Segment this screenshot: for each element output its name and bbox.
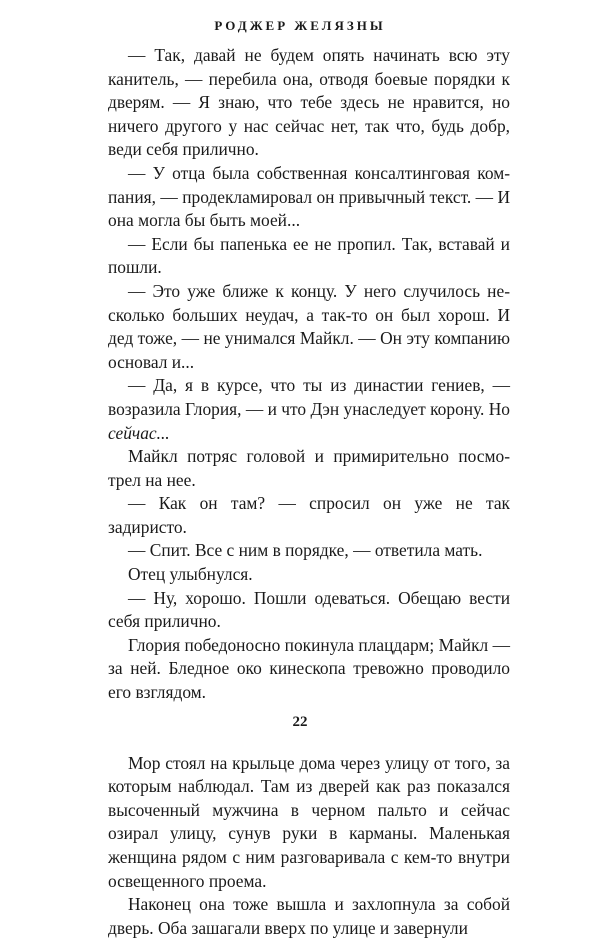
paragraph: — Если бы папенька ее не пропил. Так, вставай и пошли. xyxy=(108,233,510,278)
page-number: 22 xyxy=(292,714,308,730)
paragraph: Отец улыбнулся. xyxy=(128,564,253,585)
paragraph: — Спит. Все с ним в порядке, — ответила мать. xyxy=(128,540,483,561)
paragraph: — Ну, хорошо. Пошли одеваться. Обещаю вести себя прилично. xyxy=(108,587,510,632)
paragraph: Майкл потряс головой и примирительно посмотрел на нее. xyxy=(108,446,510,490)
paragraph: Мор стоял на крыльце дома через улицу от того, за которым наблюдал. Там из дверей как раз показался высоченный мужчина в черном пальто и сейчас озирал улицу, сунув руки в карманы. Маленькая женщина рядом с ним разговаривала с кем-то внутри освещенного проема. xyxy=(108,752,510,891)
paragraph xyxy=(108,374,510,445)
paragraph: — Так, давай не будем опять начинать всю эту канитель, — перебила она, отводя боевые порядки к дверям. — Я знаю, что тебе здесь не нравится, но ничего другого у нас сейчас нет, так что, будь добр, веди себя прилично. xyxy=(108,45,510,160)
paragraph: — У отца была собственная консалтинговая компания, — продекламировал он привычный текст. — И она могла бы быть моей... xyxy=(108,162,510,231)
italic-emphasis: сейчас... xyxy=(108,422,170,443)
paragraph: — Это уже ближе к концу. У него случилось несколько больших неудач, а так-то он был хорош. И дед тоже, — не унимался Майкл. — Он эту компанию основал и... xyxy=(108,280,510,372)
body-text xyxy=(108,44,510,940)
paragraph: Наконец она тоже вышла и захлопнула за собой дверь. Оба зашагали вверх по улице и завернули xyxy=(108,894,510,938)
paragraph: — Как он там? — спросил он уже не так задиристо. xyxy=(108,493,510,537)
paragraph: Глория победоносно покинула плацдарм; Майкл — за ней. Бледное око кинескопа тревожно проводило его взглядом. xyxy=(108,634,510,703)
running-head: РОДЖЕР ЖЕЛЯЗНЫ xyxy=(214,18,386,33)
paragraph-text: — Да, я в курсе, что ты из династии гениев, — возразила Глория, — и что Дэн унаследует корону. Но xyxy=(108,375,510,419)
